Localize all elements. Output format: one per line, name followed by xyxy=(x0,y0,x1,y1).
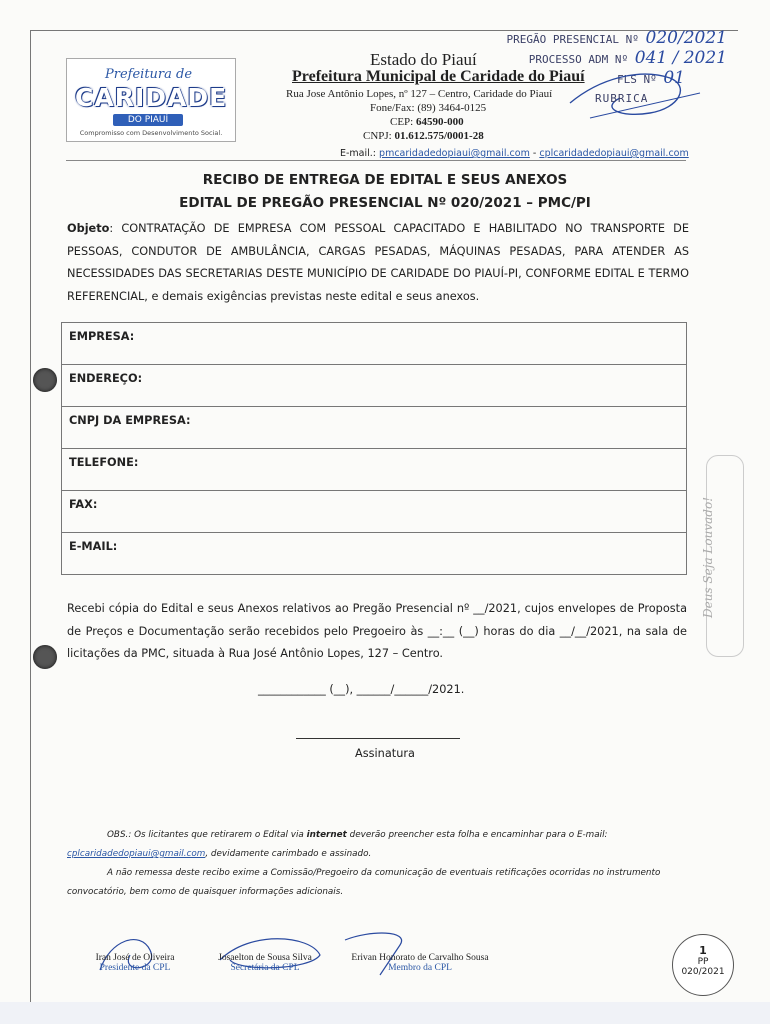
stamp-line3-value: 01 xyxy=(663,68,685,88)
page-ref: 020/2021 xyxy=(681,967,725,977)
signature-secretaria xyxy=(205,953,325,973)
signature-secretaria-name: Josaelton de Sousa Silva xyxy=(218,953,312,963)
field-cnpj[interactable] xyxy=(61,406,687,448)
page-code: PP xyxy=(697,957,709,967)
objeto-label: Objeto xyxy=(67,222,110,235)
obs-paragraph-2: A não remessa deste recibo exime a Comissão/Pregoeiro da comunicação de eventuais retificações ocorridas no instrumento convocatório, bem como de quaisquer informações adicionais. xyxy=(67,868,661,897)
signature-presidente-name: Iran José de Oliveira xyxy=(95,953,175,963)
signature-label: Assinatura xyxy=(355,747,415,760)
field-telefone-label: TELEFONE: xyxy=(69,456,139,469)
stamp-line2-label: PROCESSO ADM Nº xyxy=(528,53,629,66)
field-empresa[interactable] xyxy=(61,322,687,364)
scan-edge xyxy=(0,1002,770,1024)
cep-label: CEP: xyxy=(390,116,414,128)
signature-presidente-role: Presidente da CPL xyxy=(99,963,171,973)
municipality-logo xyxy=(66,58,236,142)
logo-main-text: CARIDADE xyxy=(75,83,228,112)
obs-paragraph-1 xyxy=(67,826,687,864)
page-number-stamp xyxy=(672,934,734,996)
rubrica-label: RUBRICA xyxy=(595,92,649,105)
punch-hole-icon xyxy=(33,645,57,669)
date-line: ____________ (__), ______/______/2021. xyxy=(258,683,465,696)
signature-membro-role: Membro da CPL xyxy=(388,963,452,973)
email-separator: - xyxy=(532,148,537,159)
signature-secretaria-role: Secretária da CPL xyxy=(230,963,300,973)
receipt-paragraph: Recebi cópia do Edital e seus Anexos relativos ao Pregão Presencial nº __/2021, cujos envelopes de Proposta de Preços e Documentação serão recebidos pelo Pregoeiro às __:__ (__) horas do dia __/__/2021, na sala de licitações da PMC, situada à Rua José Antônio Lopes, 127 – Centro. xyxy=(67,602,687,660)
logo-ribbon: DO PIAUÍ xyxy=(113,114,183,126)
obs-p1-post: deverão preencher esta folha e encaminhar para o E-mail: xyxy=(346,830,608,840)
logo-slogan: Compromisso com Desenvolvimento Social. xyxy=(79,129,223,137)
stamp-line3-label: FLS Nº xyxy=(616,73,657,86)
signature-line xyxy=(296,738,460,739)
obs-p1-end: , devidamente carimbado e assinado. xyxy=(205,849,372,859)
obs-notes xyxy=(67,826,687,902)
obs-p1-pre: OBS.: Os licitantes que retirarem o Edital via xyxy=(107,830,307,840)
email-link-cpl[interactable]: cplcaridadedopiaui@gmail.com xyxy=(539,148,689,159)
field-fax-label: FAX: xyxy=(69,498,98,511)
objeto-text: : CONTRATAÇÃO DE EMPRESA COM PESSOAL CAPACITADO E HABILITADO NO TRANSPORTE DE PESSOAS, CONDUTOR DE AMBULÂNCIA, CARGAS PESADAS, MÁQUINAS PESADAS, PARA ATENDER AS NECESSIDADES DAS SECRETARIAS DESTE MUNICÍPIO DE CARIDADE DO PIAUÍ-PI, CONFORME EDITAL E TERMO REFERENCIAL, e demais exigências previstas neste edital e seus anexos. xyxy=(67,222,689,303)
objeto-paragraph xyxy=(67,218,689,308)
header-cep xyxy=(390,116,464,128)
email-link-pmc[interactable]: pmcaridadedopiaui@gmail.com xyxy=(379,148,530,159)
stamp-line1-label: PREGÃO PRESENCIAL Nº xyxy=(506,33,639,46)
signature-membro-name: Erivan Honorato de Carvalho Sousa xyxy=(351,953,489,963)
signature-membro xyxy=(335,953,505,973)
header-prefeitura: Prefeitura Municipal de Caridade do Piauí xyxy=(292,68,585,85)
field-endereco-label: ENDEREÇO: xyxy=(69,372,143,385)
header-address: Rua Jose Antônio Lopes, nº 127 – Centro, Caridade do Piauí xyxy=(286,88,553,100)
document-subtitle: EDITAL DE PREGÃO PRESENCIAL Nº 020/2021 – PMC/PI xyxy=(179,195,591,211)
signature-presidente xyxy=(80,953,190,973)
header-cnpj xyxy=(363,130,484,142)
page-number: 1 xyxy=(699,944,707,957)
company-form xyxy=(61,322,687,575)
header-divider xyxy=(66,160,686,161)
logo-top-text: Prefeitura de xyxy=(105,67,193,82)
field-telefone[interactable] xyxy=(61,448,687,490)
stamp-line1-value: 020/2021 xyxy=(645,28,727,48)
punch-hole-icon xyxy=(33,368,57,392)
field-email-label: E-MAIL: xyxy=(69,540,118,553)
obs-email-link[interactable]: cplcaridadedopiaui@gmail.com xyxy=(67,849,206,859)
stamp-line2-value: 041 / 2021 xyxy=(634,48,727,68)
header-state: Estado do Piauí xyxy=(370,50,477,69)
cep-value: 64590-000 xyxy=(415,116,464,128)
field-fax[interactable] xyxy=(61,490,687,532)
field-empresa-label: EMPRESA: xyxy=(69,330,135,343)
header-fone: Fone/Fax: (89) 3464-0125 xyxy=(370,102,487,114)
field-endereco[interactable] xyxy=(61,364,687,406)
cnpj-value: 01.612.575/0001-28 xyxy=(394,130,484,142)
document-title: RECIBO DE ENTREGA DE EDITAL E SEUS ANEXOS xyxy=(202,172,568,188)
side-text: Deus Seja Louvado! xyxy=(701,496,715,618)
field-cnpj-label: CNPJ DA EMPRESA: xyxy=(69,414,191,427)
field-email[interactable] xyxy=(61,532,687,575)
header-email xyxy=(340,148,689,159)
cnpj-label: CNPJ: xyxy=(363,130,392,142)
email-label: E-mail.: xyxy=(340,148,377,159)
obs-p1-bold: internet xyxy=(306,830,347,840)
